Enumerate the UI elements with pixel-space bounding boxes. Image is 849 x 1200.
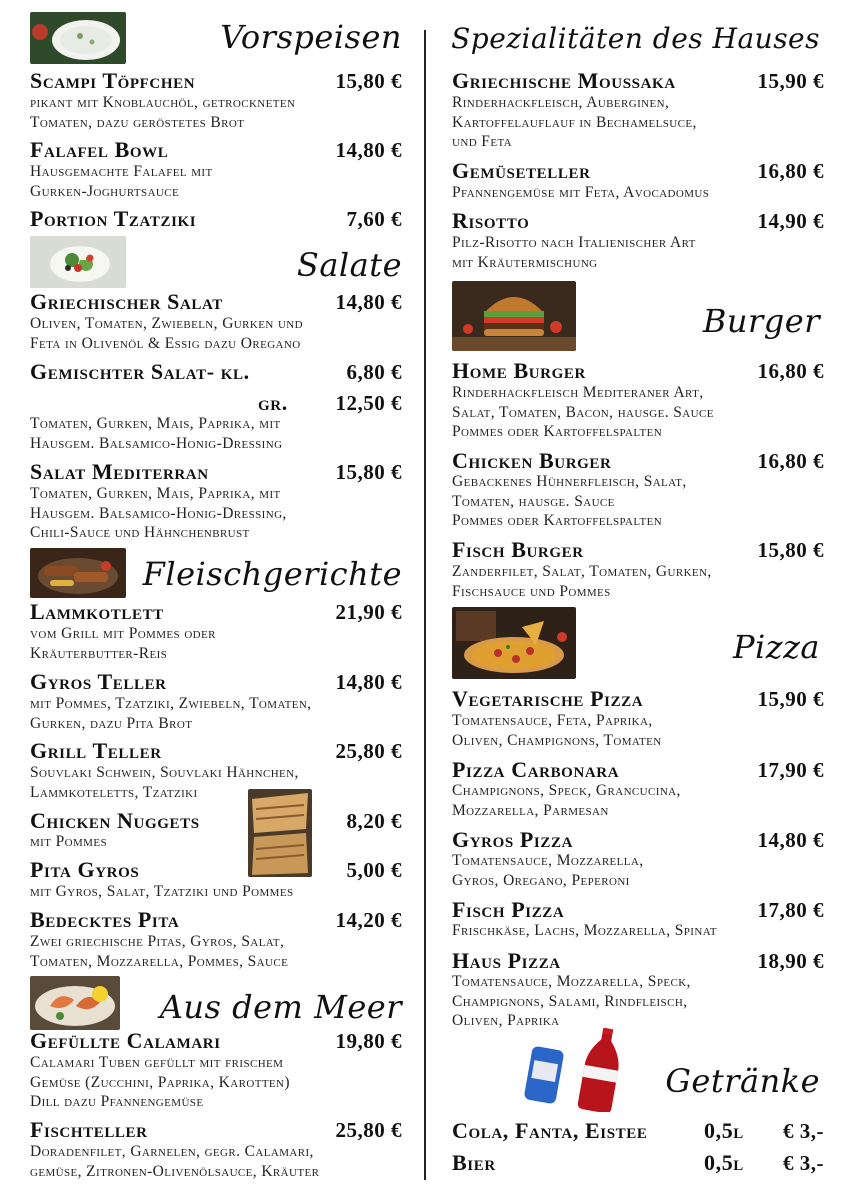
menu-item-price: 15,90 €	[757, 69, 824, 93]
menu-item-price: 17,80 €	[757, 898, 824, 922]
menu-item-description: Tomatensauce, Mozzarella, Speck, Champignons, Salami, Rindfleisch, Oliven, Paprika	[452, 973, 691, 1029]
meer-photo	[30, 976, 120, 1030]
menu-item-name: Gemüseteller	[452, 158, 591, 183]
menu-item-name: Haus Pizza	[452, 948, 561, 973]
menu-item-price: 12,50 €	[335, 391, 402, 415]
menu-item-description: Zwei griechische Pitas, Gyros, Salat, Tomaten, Mozzarella, Pommes, Sauce	[30, 933, 289, 970]
menu-item-name: Vegetarische Pizza	[452, 686, 644, 711]
menu-item-price: 25,80 €	[335, 1118, 402, 1142]
left-column	[30, 0, 402, 1200]
section-title-getraenke: Getränke	[665, 1062, 820, 1100]
menu-item-name: Risotto	[452, 208, 530, 233]
menu-item-description: vom Grill mit Pommes oder Kräuterbutter-Reis	[30, 625, 216, 662]
menu-item-name: Pizza Carbonara	[452, 757, 620, 782]
pizza-photo	[452, 607, 576, 679]
section-title-meer: Aus dem Meer	[159, 988, 402, 1026]
section-title-fleischgerichte: Fleischgerichte	[142, 555, 402, 593]
drink-size: 0,5l	[704, 1150, 744, 1175]
pita-photo	[248, 789, 312, 877]
menu-item-name: Salat Mediterran	[30, 459, 209, 484]
menu-item-name: Gyros Teller	[30, 669, 167, 694]
section-title-salate: Salate	[296, 246, 402, 284]
menu-item-description: Oliven, Tomaten, Zwiebeln, Gurken und Feta in Olivenöl & Essig dazu Oregano	[30, 315, 303, 352]
menu-item-description: Pfannengemüse mit Feta, Avocadomus	[452, 184, 710, 201]
menu-item-price: 15,80 €	[335, 460, 402, 484]
drinks-photo	[522, 1028, 642, 1112]
vorspeisen-photo	[30, 12, 126, 64]
menu-item-description: Frischkäse, Lachs, Mozzarella, Spinat	[452, 922, 717, 939]
menu-item-price: 15,80 €	[757, 538, 824, 562]
menu-item-description: Zanderfilet, Salat, Tomaten, Gurken, Fischsauce und Pommes	[452, 563, 712, 600]
menu-item-description: Calamari Tuben gefüllt mit frischem Gemüse (Zucchini, Paprika, Karotten) Dill dazu Pfannengemüse	[30, 1054, 290, 1110]
menu-item-name: Lammkotlett	[30, 599, 164, 624]
menu-item-price: 14,90 €	[757, 209, 824, 233]
section-title-pizza: Pizza	[732, 628, 820, 666]
menu-item-description: Doradenfilet, Garnelen, gegr. Calamari, gemüse, Zitronen-Olivenölsauce, Kräuter	[30, 1143, 320, 1180]
menu-item-name: Griechischer Salat	[30, 289, 223, 314]
menu-item-name: Home Burger	[452, 358, 586, 383]
menu-item-price: 8,20 €	[346, 809, 402, 833]
menu-item-price: 21,90 €	[335, 600, 402, 624]
right-column	[452, 0, 824, 1200]
menu-item-description: mit Pommes, Tzatziki, Zwiebeln, Tomaten, Gurken, dazu Pita Brot	[30, 695, 312, 732]
menu-item-price: 14,80 €	[335, 670, 402, 694]
section-title-vorspeisen: Vorspeisen	[220, 18, 402, 56]
menu-item-description: Souvlaki Schwein, Souvlaki Hähnchen, Lammkoteletts, Tzatziki	[30, 764, 299, 801]
menu-item-description: Rinderhackfleisch Mediteraner Art, Salat, Tomaten, Bacon, hausge. Sauce Pommes oder Kartoffelspalten	[452, 384, 714, 440]
menu-item-price: 14,80 €	[335, 138, 402, 162]
section-title-spezialitaeten: Spezialitäten des Hauses	[451, 22, 820, 55]
drink-price: € 3,-	[783, 1119, 824, 1143]
menu-item-price: 14,80 €	[335, 290, 402, 314]
drink-size: 0,5l	[704, 1118, 744, 1143]
menu-item-description: mit Pommes	[30, 833, 108, 850]
menu-item-description: Tomaten, Gurken, Mais, Paprika, mit Hausgem. Balsamico-Honig-Dressing, Chili-Sauce und Hähnchenbrust	[30, 485, 287, 541]
menu-item-price: 18,90 €	[757, 949, 824, 973]
menu-item-description: Champignons, Speck, Grancucina, Mozzarella, Parmesan	[452, 782, 681, 819]
menu-item-price: 16,80 €	[757, 159, 824, 183]
menu-item-size-label: gr.	[258, 390, 288, 415]
burger-photo	[452, 281, 576, 351]
menu-item-price: 16,80 €	[757, 359, 824, 383]
menu-item-price: 5,00 €	[346, 858, 402, 882]
menu-item-description: Tomatensauce, Feta, Paprika, Oliven, Champignons, Tomaten	[452, 712, 662, 749]
menu-item-price: 14,80 €	[757, 828, 824, 852]
drink-name: Cola, Fanta, Eistee	[452, 1118, 648, 1143]
column-divider	[424, 30, 426, 1180]
fleischgerichte-photo	[30, 548, 126, 598]
menu-item-description: pikant mit Knoblauchöl, getrockneten Tomaten, dazu geröstetes Brot	[30, 94, 296, 131]
menu-item-price: 17,90 €	[757, 758, 824, 782]
menu-item-description: Rinderhackfleisch, Auberginen, Kartoffelauflauf in Bechamelsuce, und Feta	[452, 94, 697, 150]
menu-item-name: Gemischter Salat- kl.	[30, 359, 250, 384]
menu-item-description: Gebackenes Hühnerfleisch, Salat, Tomaten, hausge. Sauce Pommes oder Kartoffelspalten	[452, 473, 687, 529]
salate-photo	[30, 236, 126, 288]
menu-item-name: Scampi Töpfchen	[30, 68, 196, 93]
drink-price: € 3,-	[783, 1151, 824, 1175]
menu-item-name: Gyros Pizza	[452, 827, 574, 852]
menu-item-description: Tomaten, Gurken, Mais, Paprika, mit Hausgem. Balsamico-Honig-Dressing	[30, 415, 283, 452]
menu-item-name: Falafel Bowl	[30, 137, 169, 162]
menu-item-description: Tomatensauce, Mozzarella, Gyros, Oregano, Peperoni	[452, 852, 644, 889]
menu-item-name: Fisch Pizza	[452, 897, 565, 922]
menu-item-description: Hausgemachte Falafel mit Gurken-Joghurtsauce	[30, 163, 213, 200]
menu-item-name: Chicken Burger	[452, 448, 612, 473]
menu-item-price: 15,90 €	[757, 687, 824, 711]
menu-item-name: Chicken Nuggets	[30, 808, 200, 833]
menu-item-name: Griechische Moussaka	[452, 68, 676, 93]
menu-item-name: Bedecktes Pita	[30, 907, 180, 932]
menu-item-price: 14,20 €	[335, 908, 402, 932]
menu-item-name: Fischteller	[30, 1117, 148, 1142]
menu-item-price: 25,80 €	[335, 739, 402, 763]
menu-item-name: Pita Gyros	[30, 857, 140, 882]
menu-item-price: 19,80 €	[335, 1029, 402, 1053]
menu-item-price: 15,80 €	[335, 69, 402, 93]
drink-name: Bier	[452, 1150, 496, 1175]
menu-item-description: Pilz-Risotto nach Italienischer Art mit Kräutermischung	[452, 234, 696, 271]
menu-item-price: 16,80 €	[757, 449, 824, 473]
menu-item-name: Gefüllte Calamari	[30, 1028, 221, 1053]
menu-item-name: Portion Tzatziki	[30, 206, 197, 231]
menu-item-price: 7,60 €	[346, 207, 402, 231]
section-title-burger: Burger	[702, 302, 820, 340]
menu-item-name: Grill Teller	[30, 738, 162, 763]
menu-item-price: 6,80 €	[346, 360, 402, 384]
menu-item-name: Fisch Burger	[452, 537, 584, 562]
menu-item-description: mit Gyros, Salat, Tzatziki und Pommes	[30, 883, 294, 900]
